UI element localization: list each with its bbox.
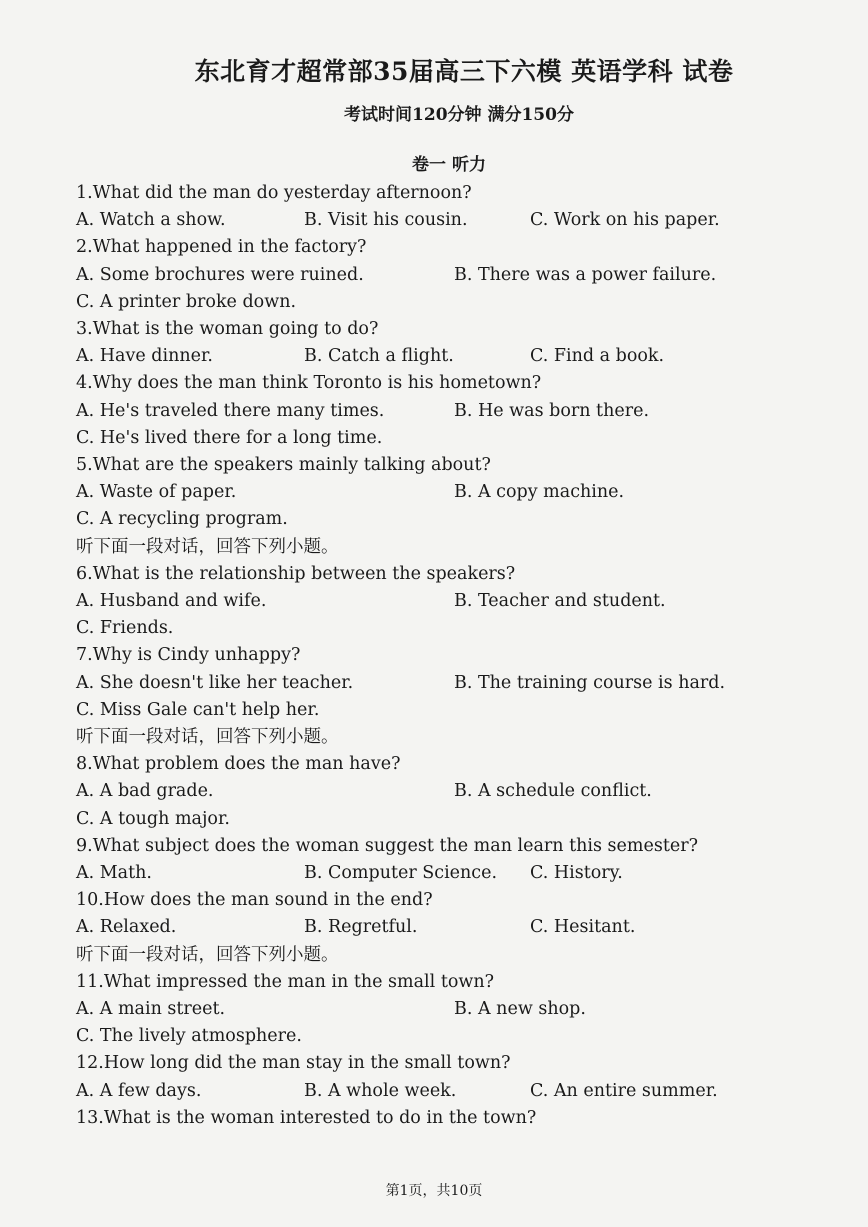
section-heading: 卷一 听力 — [412, 155, 486, 175]
question-text: 11.What impressed the man in the small town? — [76, 971, 495, 992]
question-text: 12.How long did the man stay in the small town? — [76, 1053, 511, 1074]
exam-subtitle: 考试时间120分钟 满分150分 — [344, 105, 574, 125]
answer-option: C. An entire summer. — [530, 1080, 718, 1101]
answer-option: B. Catch a flight. — [304, 346, 454, 367]
answer-option: A. Have dinner. — [76, 346, 213, 367]
answer-option: A. He's traveled there many times. — [76, 400, 385, 421]
question-text: 4.Why does the man think Toronto is his hometown? — [76, 373, 542, 394]
answer-option: A. A bad grade. — [76, 781, 214, 802]
answer-option: A. Math. — [76, 863, 152, 883]
question-text: 8.What problem does the man have? — [76, 754, 401, 775]
answer-option: C. Friends. — [76, 618, 174, 639]
answer-option: A. She doesn't like her teacher. — [76, 672, 354, 693]
answer-option: B. Visit his cousin. — [304, 210, 468, 231]
question-text: 10.How does the man sound in the end? — [76, 890, 433, 911]
answer-option: A. Some brochures were ruined. — [76, 264, 364, 285]
answer-option: B. He was born there. — [454, 400, 650, 421]
answer-option: B. A copy machine. — [454, 482, 625, 503]
answer-option: C. A tough major. — [76, 808, 230, 829]
answer-option: C. Hesitant. — [530, 917, 636, 938]
question-text: 2.What happened in the factory? — [76, 237, 367, 258]
answer-option: B. Regretful. — [304, 917, 418, 938]
answer-option: B. The training course is hard. — [454, 672, 726, 693]
answer-option: A. Husband and wife. — [76, 591, 267, 611]
exam-title: 东北育才超常部35届高三下六模 英语学科 试卷 — [194, 57, 734, 86]
question-text: 9.What subject does the woman suggest the man learn this semester? — [76, 835, 698, 856]
answer-option: B. Teacher and student. — [454, 591, 666, 611]
answer-option: B. There was a power failure. — [454, 264, 717, 285]
answer-option: A. Relaxed. — [76, 917, 177, 938]
question-text: 13.What is the woman interested to do in the town? — [76, 1107, 537, 1128]
answer-option: B. A schedule conflict. — [454, 781, 652, 802]
answer-option: C. The lively atmosphere. — [76, 1026, 302, 1047]
answer-option: A. A few days. — [76, 1080, 202, 1101]
answer-option: A. Watch a show. — [76, 210, 226, 231]
answer-option: C. Miss Gale can't help her. — [76, 699, 320, 720]
answer-option: C. He's lived there for a long time. — [76, 427, 383, 448]
question-text: 5.What are the speakers mainly talking about? — [76, 455, 491, 475]
answer-option: A. Waste of paper. — [76, 482, 237, 503]
question-text: 听下面一段对话，回答下列小题。 — [76, 944, 339, 965]
answer-option: A. A main street. — [76, 999, 226, 1019]
answer-option: B. A whole week. — [304, 1080, 457, 1101]
question-text: 6.What is the relationship between the speakers? — [76, 563, 516, 584]
question-text: 听下面一段对话，回答下列小题。 — [76, 727, 339, 747]
question-text: 3.What is the woman going to do? — [76, 319, 379, 339]
answer-option: C. A recycling program. — [76, 509, 288, 530]
answer-option: C. Work on his paper. — [530, 210, 720, 231]
answer-option: C. Find a book. — [530, 346, 665, 367]
question-text: 1.What did the man do yesterday afternoon? — [76, 183, 472, 203]
answer-option: C. History. — [530, 863, 623, 883]
answer-option: B. A new shop. — [454, 999, 586, 1019]
question-text: 7.Why is Cindy unhappy? — [76, 645, 301, 666]
answer-option: C. A printer broke down. — [76, 291, 297, 312]
page-footer: 第1页，共10页 — [385, 1183, 483, 1199]
question-text: 听下面一段对话，回答下列小题。 — [76, 536, 339, 557]
answer-option: B. Computer Science. — [304, 863, 498, 883]
